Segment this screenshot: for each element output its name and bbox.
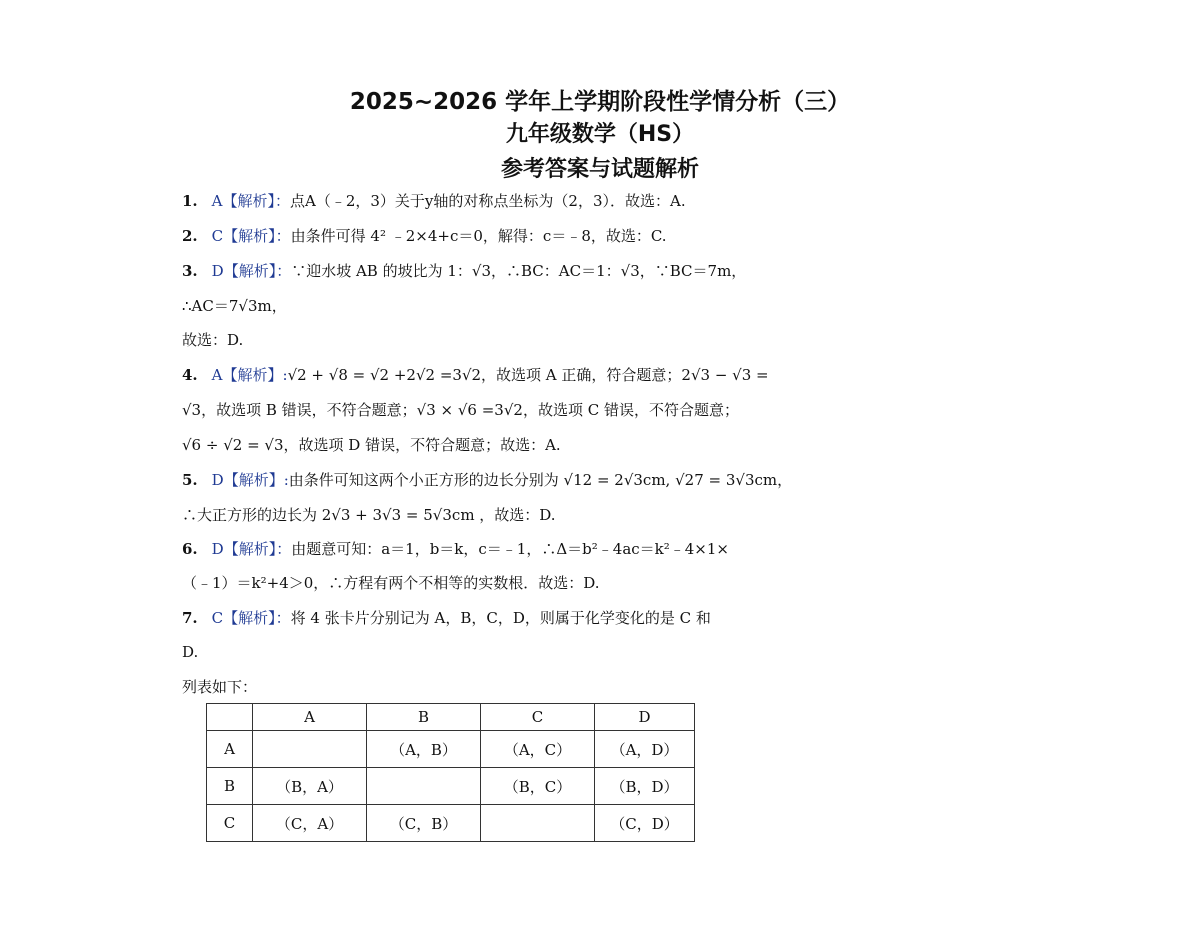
table-cell xyxy=(481,805,595,842)
answer-text: （﹣1）＝k²+4＞0，∴方程有两个不相等的实数根．故选：D. xyxy=(182,574,600,592)
table-cell: （B，A） xyxy=(253,768,367,805)
answer-line xyxy=(182,325,1032,355)
answer-line xyxy=(182,291,1032,321)
table-cell: B xyxy=(207,768,253,805)
table-header-cell xyxy=(207,704,253,731)
question-number: 5. xyxy=(182,471,198,489)
table-cell: （A，C） xyxy=(481,731,595,768)
answer-text: √6 ÷ √2 = √3，故选项 D 错误，不符合题意；故选：A. xyxy=(182,436,561,454)
answer-tag: D【解析】： xyxy=(211,540,292,558)
table-cell xyxy=(367,768,481,805)
table-header-cell: D xyxy=(595,704,695,731)
answer-text: 列表如下： xyxy=(182,678,258,696)
table-cell: （A，D） xyxy=(595,731,695,768)
answer-line xyxy=(182,430,1032,460)
table-header-cell: B xyxy=(367,704,481,731)
question-number: 6. xyxy=(182,540,198,558)
question-number: 2. xyxy=(182,227,198,245)
answer-tag: C【解析】： xyxy=(211,227,291,245)
answer-text: 由条件可得 4² ﹣2×4+c＝0，解得：c＝﹣8，故选：C. xyxy=(290,227,667,245)
answer-text: 将 4 张卡片分别记为 A，B，C，D，则属于化学变化的是 C 和 xyxy=(290,609,711,627)
answer-line xyxy=(182,221,1032,251)
table-header-row xyxy=(207,704,695,731)
answer-text: ∵迎水坡 AB 的坡比为 1：√3，∴BC：AC＝1：√3，∵BC＝7m， xyxy=(291,262,747,280)
answer-text: √2 + √8 = √2 +2√2 =3√2，故选项 A 正确，符合题意；2√3 − √3 = xyxy=(287,366,769,384)
subject-title: 九年级数学（HS） xyxy=(505,122,695,147)
answer-line xyxy=(182,360,1032,390)
answer-line xyxy=(182,465,1032,495)
answer-text: √3，故选项 B 错误，不符合题意；√3 × √6 =3√2，故选项 C 错误，不符合题意； xyxy=(182,401,739,419)
question-number: 7. xyxy=(182,609,198,627)
table-cell: （A，B） xyxy=(367,731,481,768)
table-cell: （B，D） xyxy=(595,768,695,805)
answer-tag: D【解析】： xyxy=(211,262,292,280)
answer-text: 故选：D. xyxy=(182,331,244,349)
answer-text: 由条件可知这两个小正方形的边长分别为 √12 = 2√3cm, √27 = 3√3cm， xyxy=(288,471,793,489)
table-row xyxy=(207,731,695,768)
table-cell: （C，A） xyxy=(253,805,367,842)
answer-line xyxy=(182,568,1032,598)
table-header-cell: A xyxy=(253,704,367,731)
table-cell: A xyxy=(207,731,253,768)
section-title: 参考答案与试题解析 xyxy=(500,157,699,182)
answer-line xyxy=(182,186,1032,216)
answer-text: 由题意可知：a＝1，b＝k，c＝﹣1，∴Δ＝b²﹣4ac＝k²﹣4×1× xyxy=(291,540,729,558)
answer-text: ∴大正方形的边长为 2√3 + 3√3 = 5√3cm ，故选：D. xyxy=(182,506,556,524)
answer-line xyxy=(182,395,1032,425)
answer-tag: A【解析】： xyxy=(211,192,291,210)
answer-tag: C【解析】： xyxy=(211,609,291,627)
table-cell xyxy=(253,731,367,768)
question-number: 4. xyxy=(182,366,198,384)
answer-text: ∴AC＝7√3m， xyxy=(182,297,287,315)
question-number: 3. xyxy=(182,262,198,280)
answer-line xyxy=(182,672,1032,702)
answer-line xyxy=(182,534,1032,564)
main-title: 2025~2026 学年上学期阶段性学情分析（三） xyxy=(349,89,851,115)
answer-tag: D【解析】: xyxy=(211,471,289,489)
table-row xyxy=(207,768,695,805)
answer-text: D. xyxy=(182,643,199,661)
table-row xyxy=(207,805,695,842)
question-number: 1. xyxy=(182,192,198,210)
table-cell: （C，B） xyxy=(367,805,481,842)
table-cell: （B，C） xyxy=(481,768,595,805)
answer-text: 点A（﹣2，3）关于y轴的对称点坐标为（2，3）．故选：A. xyxy=(290,192,686,210)
answer-line xyxy=(182,603,1032,633)
table-header-cell: C xyxy=(481,704,595,731)
outcome-table xyxy=(206,703,695,842)
answer-line xyxy=(182,500,1032,530)
answer-line xyxy=(182,637,1032,667)
answer-tag: A【解析】: xyxy=(211,366,288,384)
table-cell: C xyxy=(207,805,253,842)
answer-line xyxy=(182,256,1032,286)
table-cell: （C，D） xyxy=(595,805,695,842)
